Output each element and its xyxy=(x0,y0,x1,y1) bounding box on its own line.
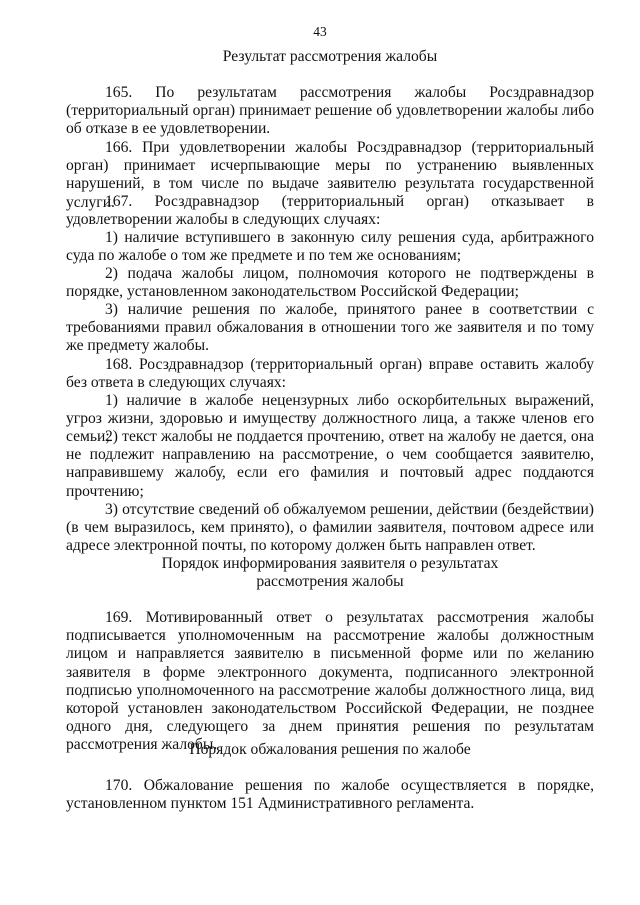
section-heading-informing-line-1: Порядок информирования заявителя о результатах xyxy=(161,555,499,572)
paragraph-168: 168. Росздравнадзор (территориальный орган) вправе оставить жалобу без ответа в следующих случаях: xyxy=(66,356,594,392)
section-heading-result: Результат рассмотрения жалобы xyxy=(222,48,438,65)
section-heading-informing-line-2: рассмотрения жалобы xyxy=(256,573,404,590)
paragraph-168-item-2: 2) текст жалобы не поддается прочтению, ответ на жалобу не дается, она не подлежит направлению на рассмотрение, о чем сообщается заявителю, направившему жалобу, если его фамилия и почтовый адрес поддаются прочтению; xyxy=(66,428,594,500)
paragraph-167-item-2: 2) подача жалобы лицом, полномочия которого не подтверждены в порядке, установленном законодательством Российской Федерации; xyxy=(66,265,594,301)
paragraph-169: 169. Мотивированный ответ о результатах рассмотрения жалобы подписывается уполномоченным на рассмотрение жалобы должностным лицом и направляется заявителю в письменной форме или по желанию заявителя в форме электронного документа, подписанного электронной подписью уполномоченного на рассмотрение жалобы должностного лица, вид которой установлен законодательством Российской Федерации, не позднее одного дня, следующего за днем принятия решения по результатам рассмотрения жалобы. xyxy=(66,609,594,754)
section-heading-appeal: Порядок обжалования решения по жалобе xyxy=(189,741,471,758)
paragraph-165: 165. По результатам рассмотрения жалобы Росздравнадзор (территориальный орган) принимает решение об удовлетворении жалобы либо об отказе в ее удовлетворении. xyxy=(66,84,594,138)
paragraph-170: 170. Обжалование решения по жалобе осуществляется в порядке, установленном пунктом 151 Административного регламента. xyxy=(66,777,594,813)
paragraph-168-item-3: 3) отсутствие сведений об обжалуемом решении, действии (бездействии) (в чем выразилось, кем принято), о фамилии заявителя, почтовом адресе или адресе электронной почты, по которому должен быть направлен ответ. xyxy=(66,501,594,555)
paragraph-166: 166. При удовлетворении жалобы Росздравнадзор (территориальный орган) принимает исчерпывающие меры по устранению выявленных нарушений, в том числе по выдаче заявителю результата государственной услуги. xyxy=(66,139,594,211)
paragraph-168-item-1: 1) наличие в жалобе нецензурных либо оскорбительных выражений, угроз жизни, здоровью и имуществу должностного лица, а также членов его семьи; xyxy=(66,392,594,446)
paragraph-167: 167. Росздравнадзор (территориальный орган) отказывает в удовлетворении жалобы в следующих случаях: xyxy=(66,193,594,229)
paragraph-167-item-1: 1) наличие вступившего в законную силу решения суда, арбитражного суда по жалобе о том же предмете и по тем же основаниям; xyxy=(66,229,594,265)
paragraph-167-item-3: 3) наличие решения по жалобе, принятого ранее в соответствии с требованиями правил обжалования в отношении того же заявителя и по тому же предмету жалобы. xyxy=(66,301,594,355)
page-number: 43 xyxy=(313,24,327,39)
